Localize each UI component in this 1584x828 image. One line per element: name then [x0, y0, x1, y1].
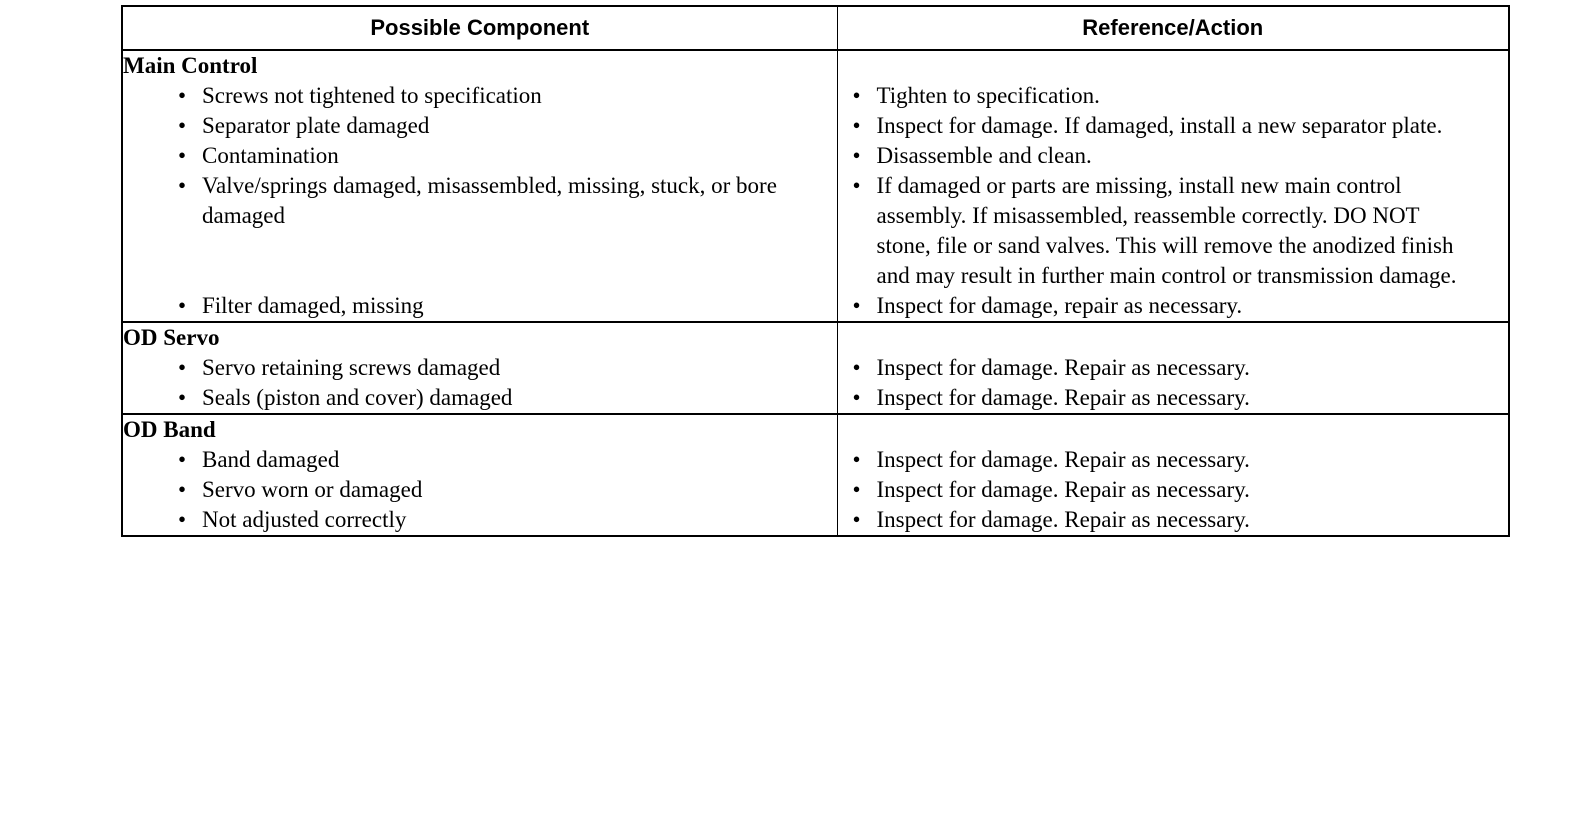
diagnosis-table [121, 5, 1510, 537]
action-text: Inspect for damage. Repair as necessary. [876, 385, 1250, 410]
component-cell [122, 81, 837, 111]
section-title-od-servo: OD Servo [122, 322, 837, 353]
table-body [122, 50, 1509, 536]
component-cell [122, 475, 837, 505]
bullet-icon: • [852, 507, 861, 532]
bullet-icon: • [852, 385, 861, 410]
section-header-row [122, 50, 1509, 81]
component-cell [122, 353, 837, 383]
component-text: Separator plate damaged [202, 113, 430, 138]
bullet-icon: • [852, 173, 861, 198]
action-text: Disassemble and clean. [876, 143, 1092, 168]
action-cell [837, 445, 1509, 475]
action-cell [837, 171, 1509, 291]
table-row [122, 383, 1509, 414]
bullet-icon: • [852, 113, 861, 138]
bullet-icon: • [178, 355, 187, 380]
action-cell [837, 383, 1509, 414]
bullet-icon: • [178, 385, 187, 410]
component-cell [122, 445, 837, 475]
table-row [122, 81, 1509, 111]
component-text: Band damaged [202, 447, 340, 472]
table-row [122, 353, 1509, 383]
bullet-icon: • [852, 447, 861, 472]
section-empty-cell [837, 414, 1509, 445]
bullet-icon: • [852, 83, 861, 108]
section-empty-cell [837, 322, 1509, 353]
table-row [122, 141, 1509, 171]
component-text: Screws not tightened to specification [202, 83, 542, 108]
component-text: Seals (piston and cover) damaged [202, 385, 513, 410]
table-row [122, 291, 1509, 322]
bullet-icon: • [852, 355, 861, 380]
action-text: Inspect for damage. Repair as necessary. [876, 355, 1250, 380]
table-row [122, 111, 1509, 141]
component-cell [122, 383, 837, 414]
bullet-icon: • [178, 293, 187, 318]
section-title-od-band: OD Band [122, 414, 837, 445]
component-text: Not adjusted correctly [202, 507, 407, 532]
bullet-icon: • [178, 143, 187, 168]
table-row [122, 171, 1509, 291]
table-row [122, 505, 1509, 536]
action-text: Tighten to specification. [876, 83, 1100, 108]
component-cell [122, 111, 837, 141]
section-title-main-control: Main Control [122, 50, 837, 81]
component-text: Servo worn or damaged [202, 477, 423, 502]
component-cell [122, 171, 837, 291]
action-cell [837, 141, 1509, 171]
component-cell [122, 291, 837, 322]
table-header-row [122, 6, 1509, 50]
section-header-row [122, 322, 1509, 353]
action-text: Inspect for damage. Repair as necessary. [876, 507, 1250, 532]
action-text: Inspect for damage. Repair as necessary. [876, 447, 1250, 472]
bullet-icon: • [178, 477, 187, 502]
action-cell [837, 505, 1509, 536]
bullet-icon: • [852, 293, 861, 318]
table-row [122, 445, 1509, 475]
bullet-icon: • [178, 447, 187, 472]
action-text: Inspect for damage, repair as necessary. [876, 293, 1243, 318]
bullet-icon: • [178, 507, 187, 532]
bullet-icon: • [178, 113, 187, 138]
header-possible-component: Possible Component [122, 6, 837, 50]
action-text: If damaged or parts are missing, install new main control assembly. If misassembled, reassemble correctly. DO NOT stone, file or sand valves. This will remove the anodized finish and may result in further main control or transmission damage. [876, 173, 1457, 288]
component-text: Contamination [202, 143, 339, 168]
action-cell [837, 353, 1509, 383]
bullet-icon: • [852, 477, 861, 502]
bullet-icon: • [178, 173, 187, 198]
action-cell [837, 475, 1509, 505]
component-cell [122, 505, 837, 536]
bullet-icon: • [852, 143, 861, 168]
action-cell [837, 81, 1509, 111]
table-row [122, 475, 1509, 505]
component-text: Filter damaged, missing [202, 293, 424, 318]
action-cell [837, 291, 1509, 322]
component-text: Valve/springs damaged, misassembled, missing, stuck, or bore damaged [202, 173, 777, 228]
action-text: Inspect for damage. Repair as necessary. [876, 477, 1250, 502]
action-cell [837, 111, 1509, 141]
action-text: Inspect for damage. If damaged, install a new separator plate. [876, 113, 1443, 138]
component-text: Servo retaining screws damaged [202, 355, 501, 380]
section-empty-cell [837, 50, 1509, 81]
section-header-row [122, 414, 1509, 445]
component-cell [122, 141, 837, 171]
header-reference-action: Reference/Action [837, 6, 1509, 50]
bullet-icon: • [178, 83, 187, 108]
